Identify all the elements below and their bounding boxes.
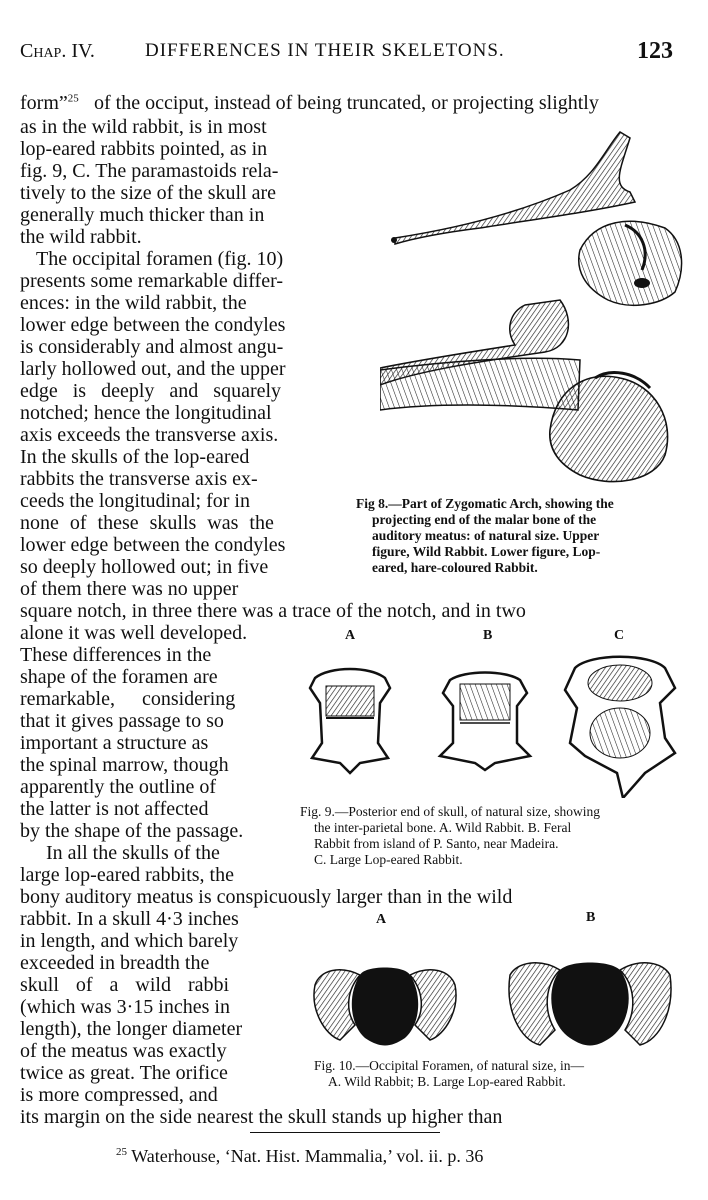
text-line: generally much thicker than in [20, 204, 265, 226]
fig10-foramen-a [314, 968, 456, 1046]
caption-line: Fig 8.—Part of Zygomatic Arch, showing the [356, 496, 614, 511]
text-line: twice as great. The orifice [20, 1062, 228, 1084]
caption-line: C. Large Lop-eared Rabbit. [314, 852, 463, 867]
text-line: ceeds the longitudinal; for in [20, 490, 250, 512]
text-line: by the shape of the passage. [20, 820, 244, 842]
text-line: notched; hence the longitudinal [20, 402, 272, 424]
text-line: large lop-eared rabbits, the [20, 864, 234, 886]
text-line: form”$^{25}$ [20, 92, 79, 114]
text-line: its margin on the side nearest the skull stands up higher than [20, 1106, 503, 1128]
text-line: exceeded in breadth the [20, 952, 210, 974]
caption-line: Fig. 9.—Posterior end of skull, of natural size, showing [300, 804, 600, 819]
text-line: In all the skulls of the [46, 842, 220, 864]
caption-line: the inter-parietal bone. A. Wild Rabbit. B. Feral [314, 820, 572, 835]
caption-line: eared, hare-coloured Rabbit. [372, 560, 538, 575]
chapter-label: Chap. IV. [20, 40, 95, 62]
text-line: skull of a wild rabbi [20, 974, 230, 996]
caption-line: A. Wild Rabbit; B. Large Lop-eared Rabbit. [328, 1074, 566, 1089]
text-line: of the meatus was exactly [20, 1040, 227, 1062]
text-line: ences: in the wild rabbit, the [20, 292, 247, 314]
text-line: important a structure as [20, 732, 209, 754]
text-line: lop-eared rabbits pointed, as in [20, 138, 268, 160]
text-line: none of these skulls was the [20, 512, 274, 534]
fig10-foramen-b [509, 963, 671, 1046]
text-line: shape of the foramen are [20, 666, 218, 688]
footnote-text: Waterhouse, ‘Nat. Hist. Mammalia,’ vol. ii. p. 36 [131, 1146, 484, 1166]
page-title: DIFFERENCES IN THEIR SKELETONS. [145, 40, 505, 61]
upper-zygomatic-arch [391, 132, 635, 244]
caption-line: projecting end of the malar bone of the [372, 512, 597, 527]
fig9-label-a: A [345, 628, 356, 643]
text-line: alone it was well developed. [20, 622, 248, 644]
text-line: (which was 3·15 inches in [20, 996, 230, 1018]
upper-bone-fragment [579, 221, 682, 305]
text-line: is considerably and almost angu- [20, 336, 284, 358]
text-line: apparently the outline of [20, 776, 217, 798]
fig10-illustration [305, 930, 675, 1055]
text-line: tively to the size of the skull are [20, 182, 277, 204]
text-line: edge is deeply and squarely [20, 380, 282, 402]
page-number: 123 [637, 38, 673, 64]
caption-line: Rabbit from island of P. Santo, near Madeira. [314, 836, 559, 851]
text-line: of the occiput, instead of being truncated, or projecting slightly [94, 92, 599, 114]
lower-zygomatic-arch [380, 300, 580, 410]
text-line: square notch, in three there was a trace of the notch, and in two [20, 600, 526, 622]
text-line: fig. 9, C. The paramastoids rela- [20, 160, 279, 182]
fig8-illustration [380, 120, 700, 490]
text-line: the spinal marrow, though [20, 754, 229, 776]
fig9-label-b: B [483, 628, 493, 643]
text-line: length), the longer diameter [20, 1018, 243, 1040]
footnote-marker: 25 [116, 1146, 127, 1158]
fig9-skull-a [310, 669, 390, 773]
text-line: lower edge between the condyles [20, 534, 286, 556]
text-line: is more compressed, and [20, 1084, 218, 1106]
text-line: of them there was no upper [20, 578, 239, 600]
fig9-illustration [300, 648, 680, 798]
fig10-label-b: B [586, 910, 596, 925]
text-line: bony auditory meatus is conspicuously larger than in the wild [20, 886, 513, 908]
text-line: presents some remarkable differ- [20, 270, 284, 292]
text-line: lower edge between the condyles [20, 314, 286, 336]
footnote-reference: 25 [67, 92, 79, 105]
text-line: as in the wild rabbit, is in most [20, 116, 267, 138]
fig9-skull-c [565, 657, 675, 798]
text-line: that it gives passage to so [20, 710, 224, 732]
fig9-label-c: C [614, 628, 625, 643]
text-line: so deeply hollowed out; in five [20, 556, 269, 578]
fig9-skull-b [440, 673, 530, 771]
text-line: The occipital foramen (fig. 10) [36, 248, 284, 270]
text-line: remarkable, considering [20, 688, 236, 710]
caption-line: figure, Wild Rabbit. Lower figure, Lop- [372, 544, 601, 559]
text-line: the wild rabbit. [20, 226, 142, 248]
text-line: in length, and which barely [20, 930, 239, 952]
text-line: In the skulls of the lop-eared [20, 446, 250, 468]
text-line: These differences in the [20, 644, 212, 666]
text-line: axis exceeds the transverse axis. [20, 424, 279, 446]
fig10-label-a: A [376, 912, 387, 927]
text-line: the latter is not affected [20, 798, 209, 820]
footnote-divider [250, 1132, 440, 1133]
footnote [116, 1146, 483, 1167]
text-line: rabbits the transverse axis ex- [20, 468, 258, 490]
caption-line: auditory meatus: of natural size. Upper [372, 528, 600, 543]
caption-line: Fig. 10.—Occipital Foramen, of natural size, in— [314, 1058, 584, 1073]
text-line: rabbit. In a skull 4·3 inches [20, 908, 239, 930]
text-line: larly hollowed out, and the upper [20, 358, 286, 380]
